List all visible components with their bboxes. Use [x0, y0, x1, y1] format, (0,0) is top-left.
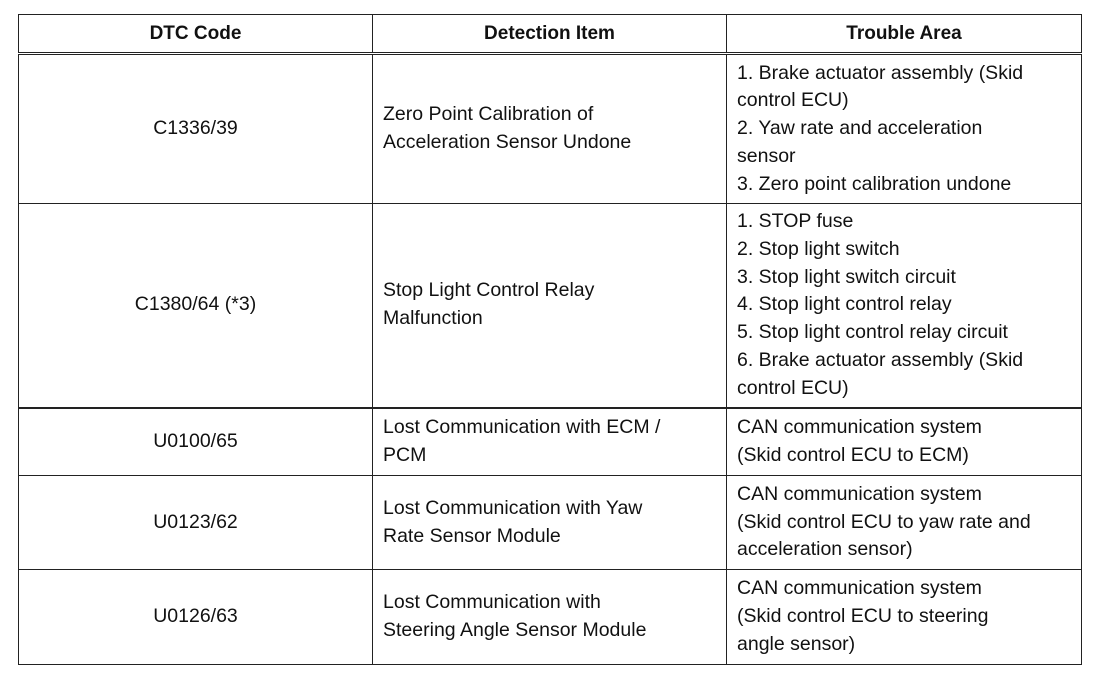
- detection-item-line: Malfunction: [383, 307, 483, 330]
- detection-item-cell: [373, 54, 727, 204]
- dtc-code-cell: U0100/65: [19, 408, 373, 476]
- trouble-area-cell: [727, 408, 1082, 476]
- dtc-table: [18, 14, 1082, 665]
- trouble-area-line: 6. Brake actuator assembly (Skid: [737, 348, 1024, 371]
- trouble-area-line: 3. Stop light switch circuit: [737, 265, 956, 288]
- detection-item-line: Rate Sensor Module: [383, 524, 561, 547]
- detection-item-cell: [373, 476, 727, 570]
- detection-item-line: Stop Light Control Relay: [383, 279, 595, 302]
- trouble-area-line: (Skid control ECU to yaw rate and: [737, 510, 1031, 533]
- trouble-area-line: (Skid control ECU to ECM): [737, 443, 969, 466]
- trouble-area-cell: [727, 54, 1082, 204]
- detection-item-line: Zero Point Calibration of: [383, 103, 594, 126]
- trouble-area-line: 3. Zero point calibration undone: [737, 172, 1012, 195]
- table-row: [19, 204, 1082, 408]
- header-detection-item: Detection Item: [373, 15, 727, 54]
- header-dtc-code: DTC Code: [19, 15, 373, 54]
- trouble-area-line: 1. STOP fuse: [737, 209, 854, 232]
- detection-item-line: Lost Communication with ECM /: [383, 415, 661, 438]
- dtc-code-cell: C1336/39: [19, 54, 373, 204]
- trouble-area-cell: [727, 476, 1082, 570]
- table-row: [19, 476, 1082, 570]
- trouble-area-cell: [727, 570, 1082, 665]
- trouble-area-line: 5. Stop light control relay circuit: [737, 321, 1008, 344]
- dtc-code-cell: C1380/64 (*3): [19, 204, 373, 408]
- table-row: [19, 408, 1082, 476]
- table-header-row: [19, 15, 1082, 54]
- trouble-area-line: CAN communication system: [737, 482, 982, 505]
- dtc-code-cell: U0123/62: [19, 476, 373, 570]
- trouble-area-cell: [727, 204, 1082, 408]
- trouble-area-line: 2. Yaw rate and acceleration: [737, 117, 983, 140]
- detection-item-line: Lost Communication with: [383, 591, 601, 614]
- detection-item-line: Lost Communication with Yaw: [383, 496, 643, 519]
- table-row: [19, 54, 1082, 204]
- trouble-area-line: CAN communication system: [737, 415, 982, 438]
- trouble-area-line: angle sensor): [737, 632, 856, 655]
- trouble-area-line: 2. Stop light switch: [737, 237, 900, 260]
- detection-item-cell: [373, 408, 727, 476]
- detection-item-cell: [373, 570, 727, 665]
- trouble-area-line: control ECU): [737, 89, 849, 112]
- detection-item-cell: [373, 204, 727, 408]
- trouble-area-line: 4. Stop light control relay: [737, 293, 952, 316]
- trouble-area-line: acceleration sensor): [737, 538, 913, 561]
- dtc-code-cell: U0126/63: [19, 570, 373, 665]
- trouble-area-line: control ECU): [737, 376, 849, 399]
- trouble-area-line: sensor: [737, 144, 796, 167]
- header-trouble-area: Trouble Area: [727, 15, 1082, 54]
- trouble-area-line: CAN communication system: [737, 577, 982, 600]
- detection-item-line: Acceleration Sensor Undone: [383, 131, 632, 153]
- detection-item-line: PCM: [383, 443, 427, 466]
- trouble-area-line: (Skid control ECU to steering: [737, 605, 989, 628]
- detection-item-line: Steering Angle Sensor Module: [383, 619, 647, 641]
- table-row: [19, 570, 1082, 665]
- trouble-area-line: 1. Brake actuator assembly (Skid: [737, 61, 1024, 84]
